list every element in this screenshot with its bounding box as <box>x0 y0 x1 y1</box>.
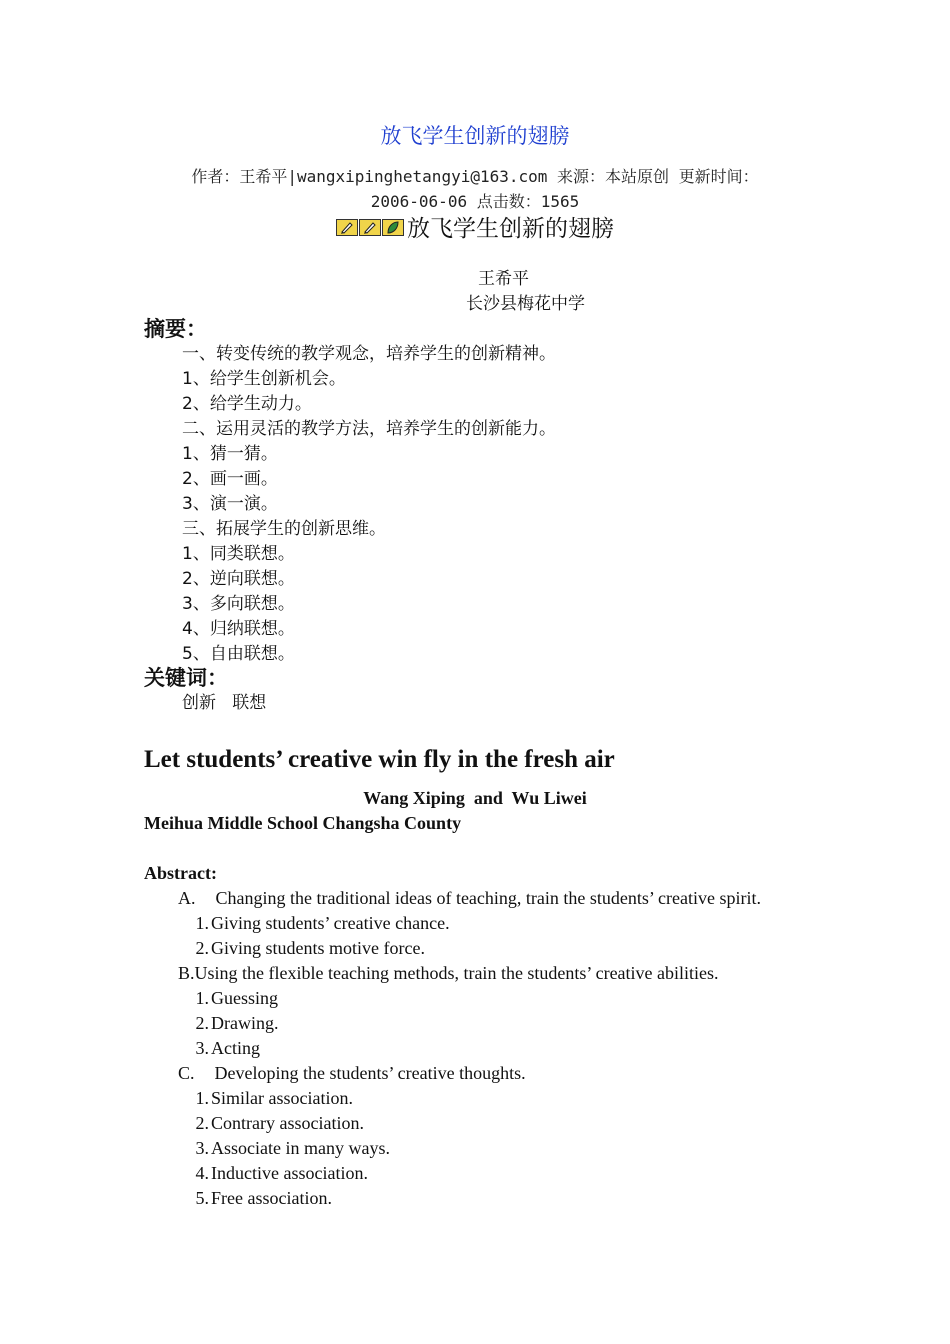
abstract-item: 二、运用灵活的教学方法，培养学生的创新能力。 <box>182 419 556 439</box>
english-school: Meihua Middle School Changsha County <box>144 813 462 833</box>
abstract-item: 5、自由联想。 <box>182 644 295 664</box>
pencil-icon <box>359 219 381 236</box>
abstract-item: 1、同类联想。 <box>182 544 295 564</box>
keywords-heading: 关键词： <box>144 666 228 690</box>
list-item: 2. Drawing. <box>195 1013 279 1033</box>
english-authors: Wang Xiping and Wu Liwei <box>363 788 587 808</box>
abstract-heading: 摘要： <box>144 317 207 341</box>
section-c <box>178 1063 526 1084</box>
list-item: 3. Associate in many ways. <box>195 1138 390 1158</box>
abstract-item: 1、给学生创新机会。 <box>182 369 346 389</box>
school-name: 长沙县梅花中学 <box>466 294 585 314</box>
list-item: 1. Giving students’ creative chance. <box>195 913 450 933</box>
section-text: Using the flexible teaching methods, train the students’ creative abilities. <box>194 963 719 983</box>
title-icons <box>336 217 405 236</box>
list-item: 4. Inductive association. <box>195 1163 368 1183</box>
list-item: 1. Similar association. <box>195 1088 353 1108</box>
abstract-item: 2、画一画。 <box>182 469 278 489</box>
abstract-item: 3、多向联想。 <box>182 594 295 614</box>
list-item: 5. Free association. <box>195 1188 332 1208</box>
english-title: Let students’ creative win fly in the fresh air <box>144 746 615 773</box>
list-item: 1. Guessing <box>195 988 278 1008</box>
keywords: 创新 联想 <box>182 693 267 713</box>
section-label: B. <box>178 963 195 983</box>
abstract-item: 1、猜一猜。 <box>182 444 278 464</box>
article-meta-line1: 作者：王希平|wangxipinghetangyi@163.com 来源：本站原创 更新时间： <box>191 167 759 186</box>
article-meta-line2: 2006-06-06 点击数：1565 <box>370 192 580 211</box>
section-text: Developing the students’ creative thoughts. <box>214 1063 526 1083</box>
abstract-item: 一、转变传统的教学观念，培养学生的创新精神。 <box>182 344 556 364</box>
abstract-item: 2、给学生动力。 <box>182 394 312 414</box>
author-name: 王希平 <box>478 269 529 289</box>
article-title: 放飞学生创新的翅膀 <box>407 216 614 242</box>
section-b <box>178 963 719 984</box>
section-a <box>178 888 761 909</box>
list-item: 2. Contrary association. <box>195 1113 364 1133</box>
abstract-item: 3、演一演。 <box>182 494 278 514</box>
section-label: A. <box>178 888 196 908</box>
abstract-item: 三、拓展学生的创新思维。 <box>182 519 386 539</box>
abstract-item: 4、归纳联想。 <box>182 619 295 639</box>
article-title-row <box>0 210 950 243</box>
list-item: 2. Giving students motive force. <box>195 938 425 958</box>
section-text: Changing the traditional ideas of teaching, train the students’ creative spirit. <box>215 888 762 908</box>
english-abstract-heading: Abstract: <box>144 863 217 883</box>
section-label: C. <box>178 1063 195 1083</box>
page-title: 放飞学生创新的翅膀 <box>380 124 570 148</box>
abstract-item: 2、逆向联想。 <box>182 569 295 589</box>
leaf-icon <box>382 219 404 236</box>
pencil-icon <box>336 219 358 236</box>
list-item: 3. Acting <box>195 1038 260 1058</box>
